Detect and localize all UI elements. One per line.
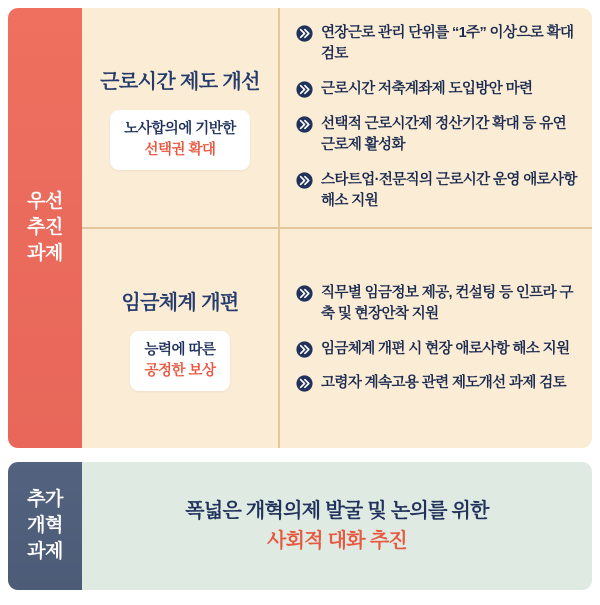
list-item-text: 고령자 계속고용 관련 제도개선 과제 검토 — [321, 375, 567, 392]
additional-reform-line-2: 사회적 대화 추진 — [266, 530, 408, 552]
additional-reform-label — [8, 462, 82, 590]
badge-line-1: 노사합의에 기반한 — [124, 120, 236, 137]
priority-task-block — [8, 8, 592, 448]
list-item-text: 스타트업·전문직의 근로시간 운영 애로사항 해소 지원 — [321, 171, 577, 209]
chevron-double-right-icon — [296, 285, 313, 302]
additional-label-line-1: 추가 — [27, 488, 63, 510]
priority-sections — [82, 8, 592, 448]
section-wage-system-bullets — [280, 229, 592, 448]
section-title: 근로시간 제도 개선 — [100, 70, 260, 93]
list-item — [296, 339, 578, 360]
chevron-double-right-icon — [296, 375, 313, 392]
section-badge — [130, 331, 229, 391]
section-working-hours-heading — [82, 8, 280, 227]
list-item — [296, 114, 578, 156]
additional-reform-line-1: 폭넓은 개혁의제 발굴 및 논의를 위한 — [185, 500, 489, 522]
list-item — [296, 283, 578, 325]
section-working-hours — [82, 8, 592, 229]
section-wage-system-heading — [82, 229, 280, 448]
chevron-double-right-icon — [296, 341, 313, 358]
list-item-text: 연장근로 관리 단위를 “1주” 이상으로 확대 검토 — [321, 25, 574, 63]
additional-label-line-2: 개혁 — [27, 514, 63, 536]
section-working-hours-bullets — [280, 8, 592, 227]
section-title: 임금체계 개편 — [121, 291, 239, 314]
list-item-text: 임금체계 개편 시 현장 애로사항 해소 지원 — [321, 340, 570, 357]
chevron-double-right-icon — [296, 81, 313, 98]
list-item-text: 근로시간 저축계좌제 도입방안 마련 — [321, 81, 533, 98]
chevron-double-right-icon — [296, 172, 313, 189]
priority-label-line-2: 추진 — [27, 216, 63, 238]
chevron-double-right-icon — [296, 116, 313, 133]
priority-task-label — [8, 8, 82, 448]
list-item — [296, 170, 578, 212]
section-badge — [110, 110, 250, 170]
badge-line-2: 공정한 보상 — [144, 363, 216, 379]
priority-label-line-3: 과제 — [27, 243, 63, 265]
section-wage-system — [82, 229, 592, 448]
additional-reform-block — [8, 462, 592, 590]
priority-label-line-1: 우선 — [27, 190, 63, 212]
badge-line-1: 능력에 따른 — [144, 341, 216, 358]
badge-line-2: 선택권 확대 — [144, 142, 216, 158]
additional-reform-content — [82, 462, 592, 590]
additional-label-line-3: 과제 — [27, 541, 63, 563]
list-item-text: 선택적 근로시간제 정산기간 확대 등 유연근로제 활성화 — [321, 116, 567, 153]
list-item — [296, 373, 578, 394]
chevron-double-right-icon — [296, 25, 313, 42]
list-item-text: 직무별 임금정보 제공, 컨설팅 등 인프라 구축 및 현장안착 지원 — [321, 284, 573, 322]
list-item — [296, 23, 578, 65]
list-item — [296, 79, 578, 100]
